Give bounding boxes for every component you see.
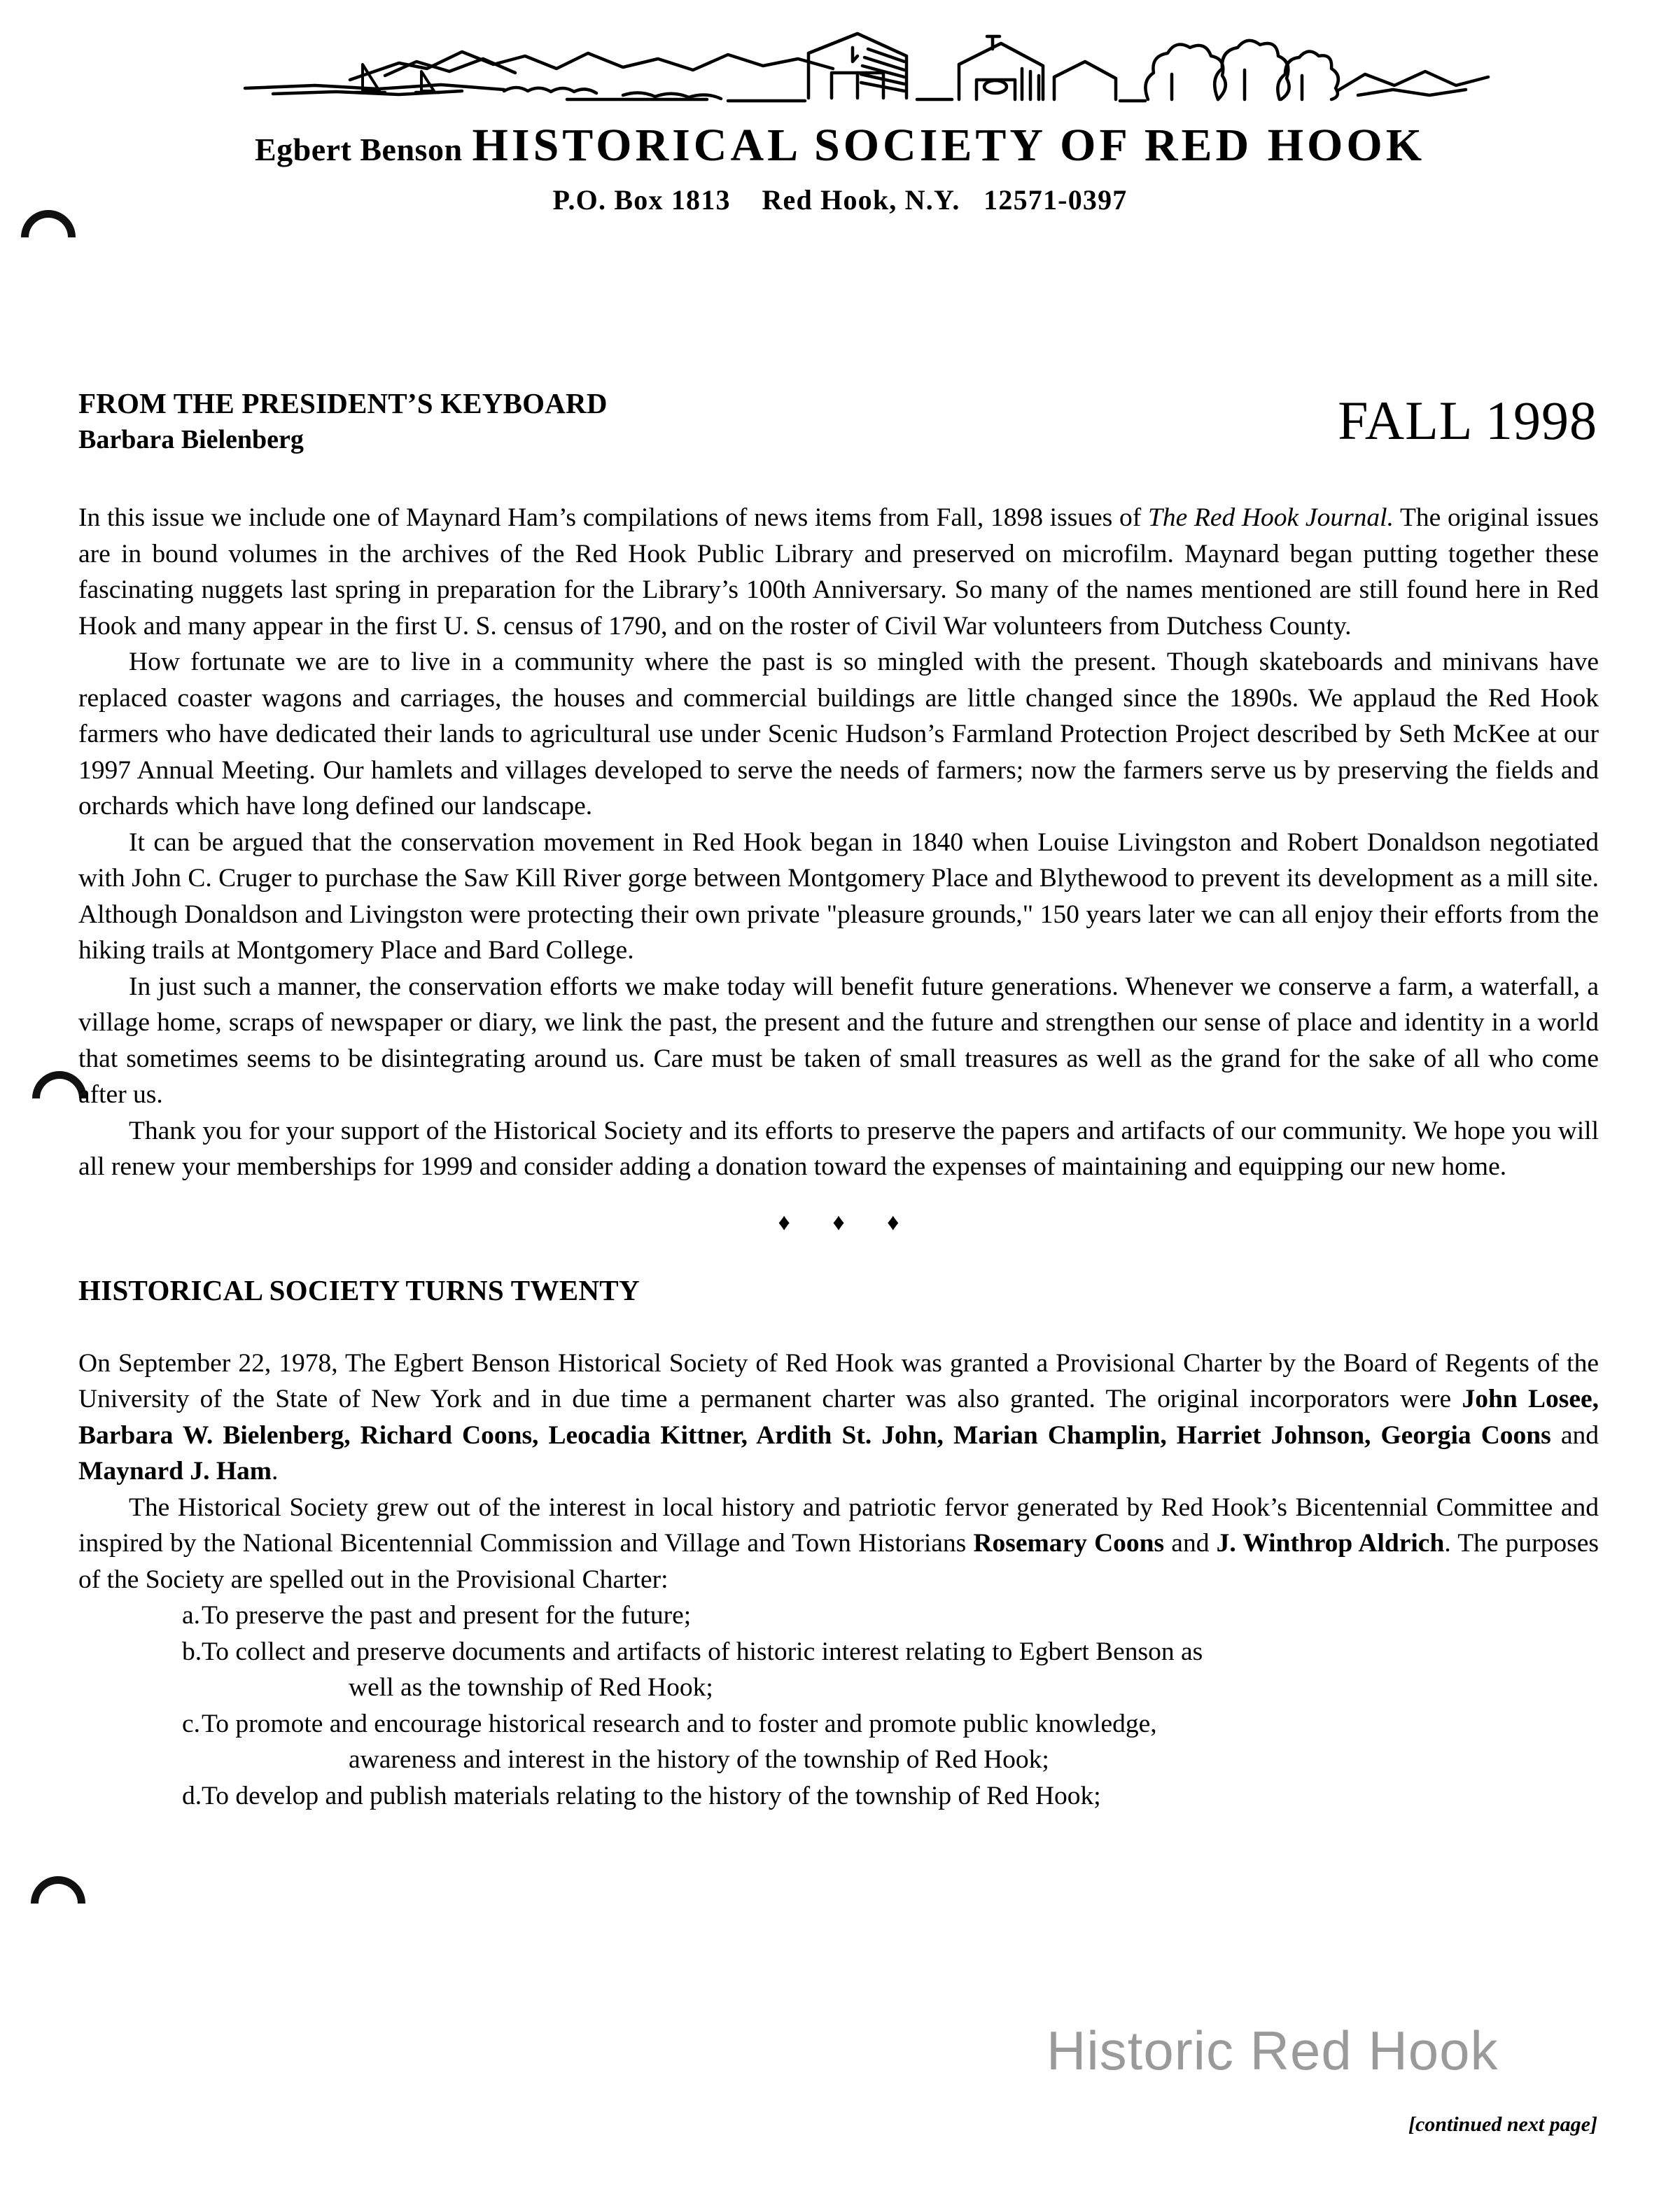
continued-next-page-note: [continued next page] xyxy=(1408,2113,1597,2136)
historian-name-rosemary-coons: Rosemary Coons xyxy=(973,1529,1165,1558)
society-title xyxy=(0,119,1680,172)
article-body xyxy=(78,500,1599,1814)
list-item-letter: a. xyxy=(182,1601,201,1630)
list-item xyxy=(78,1706,1599,1778)
paragraph-twenty-2-text-c: . The purposes of the Society are spelled out in the Provisional Charter: xyxy=(78,1529,1599,1594)
historian-name-winthrop-aldrich: J. Winthrop Aldrich xyxy=(1216,1529,1445,1558)
masthead xyxy=(0,0,1680,216)
society-title-main: HISTORICAL SOCIETY OF RED HOOK xyxy=(472,120,1426,171)
paragraph-twenty-2 xyxy=(78,1490,1599,1598)
hudson-valley-landscape-illustration-icon xyxy=(175,13,1505,104)
paragraph-1-text-b: The original issues are in bound volumes in the archives of the Red Hook Public Library and preserved on microfilm. Maynard began putting together these fascinating nuggets last spring in preparation for the Library’s 100th Anniversary. So many of the names mentioned are still found here in Red Hook and many appear in the first U. S. census of 1790, and on the roster of Civil War volunteers from Dutchess County. xyxy=(78,503,1600,641)
article-header-left xyxy=(78,386,608,455)
paragraph-president-4: In just such a manner, the conservation efforts we make today will benefit future generations. Whenever we conserve a farm, a waterfall, a village home, scraps of newspaper or diary, we link the past, the present and the future and strengthen our sense of place and identity in a world that sometimes seems to be disintegrating around us. Care must be taken of small treasures as well as the grand for the sake of all who come after us. xyxy=(78,972,1599,1109)
article-header xyxy=(78,386,1597,455)
incorporator-name-last: Maynard J. Ham xyxy=(78,1457,272,1486)
list-item-line-1: To promote and encourage historical research and to foster and promote public knowledge, xyxy=(202,1709,1157,1738)
list-item-text xyxy=(182,1598,1599,1634)
president-column-byline: Barbara Bielenberg xyxy=(78,425,304,455)
list-item-text xyxy=(182,1706,1599,1778)
paragraph-twenty-1-text-b: and xyxy=(1550,1420,1599,1450)
society-title-prefix: Egbert Benson xyxy=(254,132,463,167)
list-item xyxy=(78,1634,1599,1706)
journal-title-italic: The Red Hook Journal. xyxy=(1147,503,1394,532)
list-item-text xyxy=(182,1634,1599,1706)
list-item-line-1: To develop and publish materials relating to the history of the township of Red Hook; xyxy=(202,1781,1101,1810)
paragraph-president-1 xyxy=(78,500,1599,644)
incorporators-names: John Losee, Barbara W. Bielenberg, Richard Coons, Leocadia Kittner, Ardith St. John, Marian Champlin, Harriet Johnson, Georgia Coons xyxy=(78,1385,1600,1450)
president-column-kicker: FROM THE PRESIDENT’S KEYBOARD xyxy=(78,387,608,419)
paragraph-twenty-1-text-a: On September 22, 1978, The Egbert Benson Historical Society of Red Hook was granted a Provisional Charter by the Board of Regents of the University of the State of New York and in due time a permanent charter was also granted. The original incorporators were xyxy=(78,1348,1599,1413)
issue-date: FALL 1998 xyxy=(1338,390,1597,451)
paragraph-president-3: It can be argued that the conservation movement in Red Hook began in 1840 when Louise Livingston and Robert Donaldson negotiated with John C. Cruger to purchase the Saw Kill River gorge between Montgomery Place and Blythewood to prevent its development as a mill site. Although Donaldson and Livingston were protecting their own private "pleasure grounds," 150 years later we can all enjoy their efforts from the hiking trails at Montgomery Place and Bard College. xyxy=(78,827,1599,965)
list-item-letter: b. xyxy=(182,1637,202,1666)
list-item-line-1: To preserve the past and present for the future; xyxy=(202,1601,692,1630)
article-two-body xyxy=(78,1346,1599,1815)
section-title-turns-twenty: HISTORICAL SOCIETY TURNS TWENTY xyxy=(78,1274,640,1306)
paragraph-twenty-2-text-b: and xyxy=(1164,1529,1217,1558)
paragraph-1-text-a: In this issue we include one of Maynard Ham’s compilations of news items from Fall, 1898 issues of xyxy=(78,503,1148,532)
charter-purposes-list xyxy=(78,1598,1599,1814)
historic-red-hook-watermark: Historic Red Hook xyxy=(1046,2020,1499,2081)
paragraph-twenty-1 xyxy=(78,1346,1599,1490)
list-item xyxy=(78,1598,1599,1634)
paragraph-president-5: Thank you for your support of the Historical Society and its efforts to preserve the papers and artifacts of our community. We hope you will all renew your memberships for 1999 and consider adding a donation toward the expenses of maintaining and equipping our new home. xyxy=(78,1116,1599,1181)
paragraph-twenty-1-text-c: . xyxy=(272,1457,279,1486)
list-item-line-1: To collect and preserve documents and artifacts of historic interest relating to Egbert Benson as xyxy=(202,1637,1203,1666)
list-item-letter: d. xyxy=(182,1781,202,1810)
list-item-letter: c. xyxy=(182,1709,201,1738)
list-item-line-2: well as the township of Red Hook; xyxy=(349,1673,713,1702)
paragraph-twenty-2-text-a: The Historical Society grew out of the interest in local history and patriotic fervor generated by Red Hook’s Bicentennial Committee and inspired by the National Bicentennial Commission and Village and Town Historians xyxy=(78,1493,1599,1558)
diamond-separator-icon: ♦ ♦ ♦ xyxy=(778,1209,918,1236)
list-item-line-2: awareness and interest in the history of the township of Red Hook; xyxy=(349,1745,1049,1774)
paragraph-president-2: How fortunate we are to live in a community where the past is so mingled with the present. Though skateboards and minivans have replaced coaster wagons and carriages, the houses and commercial buildings are little changed since the 1890s. We applaud the Red Hook farmers who have dedicated their lands to agricultural use under Scenic Hudson’s Farmland Protection Project described by Seth McKee at our 1997 Annual Meeting. Our hamlets and villages developed to serve the needs of farmers; now the farmers serve us by preserving the fields and orchards which have long defined our landscape. xyxy=(78,648,1599,820)
society-address: P.O. Box 1813 Red Hook, N.Y. 12571-0397 xyxy=(552,184,1128,216)
hole-punch-mark-bottom xyxy=(20,1865,97,1942)
list-item-text xyxy=(182,1778,1599,1815)
list-item xyxy=(78,1778,1599,1815)
